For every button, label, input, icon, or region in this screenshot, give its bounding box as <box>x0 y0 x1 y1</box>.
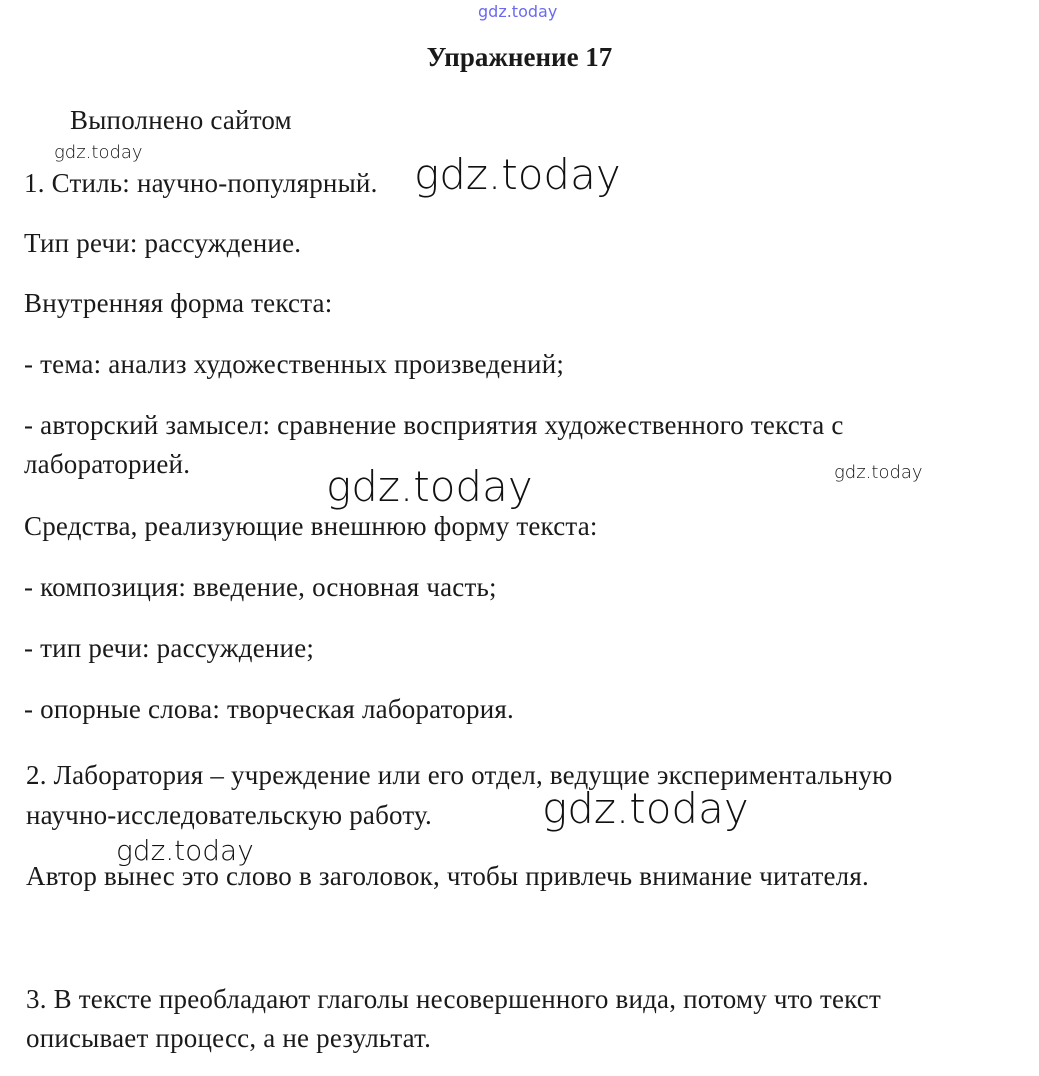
answer-line: научно-исследовательскую работу. <box>26 800 432 830</box>
watermark-top: gdz.today <box>478 2 558 21</box>
answer-line: - тип речи: рассуждение; <box>24 633 315 663</box>
answer-line: 2. Лаборатория – учреждение или его отдел, ведущие экспериментальную <box>26 760 893 790</box>
answer-line: Автор вынес это слово в заголовок, чтобы привлечь внимание читателя. <box>26 861 869 891</box>
watermark-large: gdz.today <box>542 784 749 833</box>
watermark-small: gdz.today <box>116 834 254 867</box>
answer-line: 1. Стиль: научно-популярный. <box>24 168 378 198</box>
answer-line: описывает процесс, а не результат. <box>26 1023 432 1053</box>
watermark-small: gdz.today <box>54 142 143 163</box>
answer-line: - опорные слова: творческая лаборатория. <box>24 694 514 724</box>
answer-line: 3. В тексте преобладают глаголы несовершенного вида, потому что текст <box>26 984 881 1014</box>
answer-line: - композиция: введение, основная часть; <box>24 572 497 602</box>
watermark-large: gdz.today <box>326 462 533 511</box>
watermark-large: gdz.today <box>414 150 621 199</box>
answer-line: лабораторией. <box>24 449 191 479</box>
done-by-label: Выполнено сайтом <box>70 105 292 135</box>
answer-line: Тип речи: рассуждение. <box>24 228 302 258</box>
watermark-small: gdz.today <box>834 462 923 483</box>
answer-line: Средства, реализующие внешнюю форму текста: <box>24 511 598 541</box>
answer-line: - авторский замысел: сравнение восприятия художественного текста с <box>24 410 844 440</box>
page-title: Упражнение 17 <box>426 42 613 72</box>
answer-line: Внутренняя форма текста: <box>24 288 333 318</box>
answer-line: - тема: анализ художественных произведений; <box>24 349 565 379</box>
